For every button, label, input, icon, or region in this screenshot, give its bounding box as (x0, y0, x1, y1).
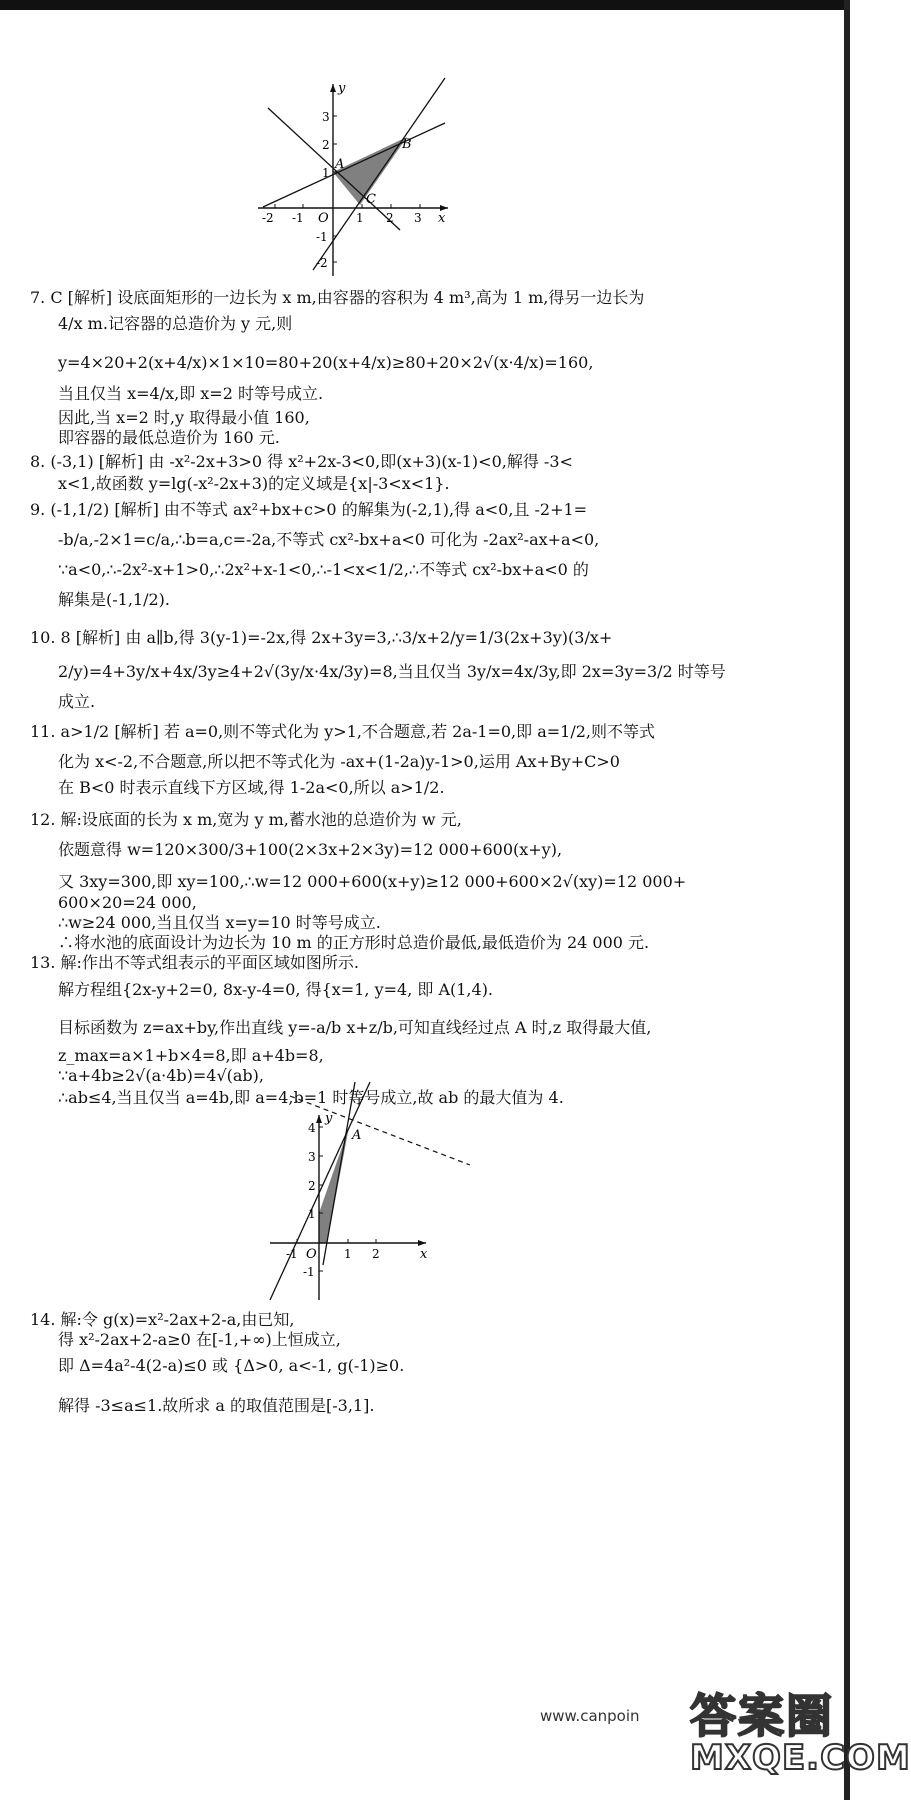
fig2-tick: 4 (308, 1121, 316, 1135)
text-line: 9. (-1,1/2) [解析] 由不等式 ax²+bx+c>0 的解集为(-2,1),得 a<0,且 -2+1= (30, 500, 588, 519)
text-line: y=4×20+2(x+4/x)×1×10=80+20(x+4/x)≥80+20×2√(x·4/x)=160, (58, 353, 594, 372)
fig2-tick: 2 (308, 1179, 316, 1193)
fig1-point-b: B (402, 137, 412, 152)
text-line: ∴将水池的底面设计为边长为 10 m 的正方形时总造价最低,最低造价为 24 000 元. (58, 933, 650, 952)
text-line: 又 3xy=300,即 xy=100,∴w=12 000+600(x+y)≥12 000+600×2√(xy)=12 000+ (58, 872, 687, 891)
text-line: x<1,故函数 y=lg(-x²-2x+3)的定义域是{x|-3<x<1}. (58, 474, 450, 493)
fig2-y-label: y (325, 1111, 333, 1126)
fig2-tick: 2 (372, 1247, 380, 1261)
fig1-tick: 2 (386, 211, 394, 225)
fig1-tick: 3 (322, 110, 330, 124)
text-line: 600×20=24 000, (58, 893, 197, 912)
text-line: 在 B<0 时表示直线下方区域,得 1-2a<0,所以 a>1/2. (58, 778, 445, 797)
text-line: 7. C [解析] 设底面矩形的一边长为 x m,由容器的容积为 4 m³,高为 1 m,得另一边长为 (30, 288, 645, 307)
text-line: 依题意得 w=120×300/3+100(2×3x+2×3y)=12 000+600(x+y), (58, 840, 563, 859)
text-line: z_max=a×1+b×4=8,即 a+4b=8, (58, 1046, 324, 1065)
fig2-tick: -1 (286, 1247, 298, 1261)
text-line: -b/a,-2×1=c/a,∴b=a,c=-2a,不等式 cx²-bx+a<0 可化为 -2ax²-ax+a<0, (58, 530, 600, 549)
fig2-tick: -1 (303, 1265, 315, 1279)
fig2-tick: 1 (344, 1247, 352, 1261)
fig1-point-c: C (366, 192, 376, 207)
fig1-tick: -2 (316, 256, 328, 270)
fig2-point-a: A (352, 1128, 362, 1143)
fig2-tick: 3 (308, 1150, 316, 1164)
watermark-logo-top: 答案圈 (690, 1689, 834, 1743)
text-line: ∴w≥24 000,当且仅当 x=y=10 时等号成立. (58, 913, 381, 932)
fig1-x-label: x (438, 211, 446, 226)
figure-2-region-graph (265, 1105, 490, 1310)
fig1-tick: 3 (414, 211, 422, 225)
text-line: 解方程组{2x-y+2=0, 8x-y-4=0, 得{x=1, y=4, 即 A(1,4). (58, 980, 494, 999)
watermark-url: www.canpoin (540, 1707, 640, 1725)
figure-1-region-graph (245, 75, 455, 280)
text-line: 解集是(-1,1/2). (58, 590, 170, 609)
fig1-y-label: y (338, 81, 346, 96)
text-line: 10. 8 [解析] 由 a∥b,得 3(y-1)=-2x,得 2x+3y=3,∴3/x+2/y=1/3(2x+3y)(3/x+ (30, 628, 613, 647)
text-line: 即 Δ=4a²-4(2-a)≤0 或 {Δ>0, a<-1, g(-1)≥0. (58, 1356, 405, 1375)
text-line: 成立. (58, 692, 96, 711)
fig1-tick: 2 (322, 138, 330, 152)
fig2-x-label: x (420, 1247, 428, 1262)
text-line: 即容器的最低总造价为 160 元. (58, 428, 280, 447)
text-line: 11. a>1/2 [解析] 若 a=0,则不等式化为 y>1,不合题意,若 2a-1=0,即 a=1/2,则不等式 (30, 722, 655, 741)
text-line: ∵a<0,∴-2x²-x+1>0,∴2x²+x-1<0,∴-1<x<1/2,∴不等式 cx²-bx+a<0 的 (58, 560, 589, 579)
text-line: ∴ab≤4,当且仅当 a=4b,即 a=4,b=1 时等号成立,故 ab 的最大值为 4. (58, 1088, 564, 1107)
text-line: 4/x m.记容器的总造价为 y 元,则 (58, 314, 293, 333)
fig1-tick: -1 (316, 230, 328, 244)
text-line: 目标函数为 z=ax+by,作出直线 y=-a/b x+z/b,可知直线经过点 A 时,z 取得最大值, (58, 1018, 652, 1037)
text-line: 得 x²-2ax+2-a≥0 在[-1,+∞)上恒成立, (58, 1330, 341, 1349)
text-line: 因此,当 x=2 时,y 取得最小值 160, (58, 408, 310, 427)
text-line: 化为 x<-2,不合题意,所以把不等式化为 -ax+(1-2a)y-1>0,运用 Ax+By+C>0 (58, 752, 620, 771)
fig1-tick: -1 (292, 211, 304, 225)
text-line: 8. (-3,1) [解析] 由 -x²-2x+3>0 得 x²+2x-3<0,即(x+3)(x-1)<0,解得 -3< (30, 452, 573, 471)
text-line: 13. 解:作出不等式组表示的平面区域如图所示. (30, 953, 360, 972)
fig1-point-a: A (335, 157, 345, 172)
watermark-logo-bottom: MXQE.COM (690, 1738, 911, 1778)
fig1-origin: O (318, 211, 329, 226)
fig1-tick: -2 (262, 211, 274, 225)
fig1-tick: 1 (356, 211, 364, 225)
text-line: ∵a+4b≥2√(a·4b)=4√(ab), (58, 1066, 264, 1085)
text-line: 当且仅当 x=4/x,即 x=2 时等号成立. (58, 384, 324, 403)
text-line: 14. 解:令 g(x)=x²-2ax+2-a,由已知, (30, 1310, 295, 1329)
fig1-tick: 1 (322, 166, 330, 180)
watermark-logo (690, 1680, 911, 1790)
fig2-tick: 1 (308, 1207, 316, 1221)
text-line: 解得 -3≤a≤1.故所求 a 的取值范围是[-3,1]. (58, 1396, 375, 1415)
fig2-origin: O (306, 1247, 317, 1262)
text-line: 12. 解:设底面的长为 x m,宽为 y m,蓄水池的总造价为 w 元, (30, 810, 462, 829)
text-line: 2/y)=4+3y/x+4x/3y≥4+2√(3y/x·4x/3y)=8,当且仅当 3y/x=4x/3y,即 2x=3y=3/2 时等号 (58, 662, 726, 681)
